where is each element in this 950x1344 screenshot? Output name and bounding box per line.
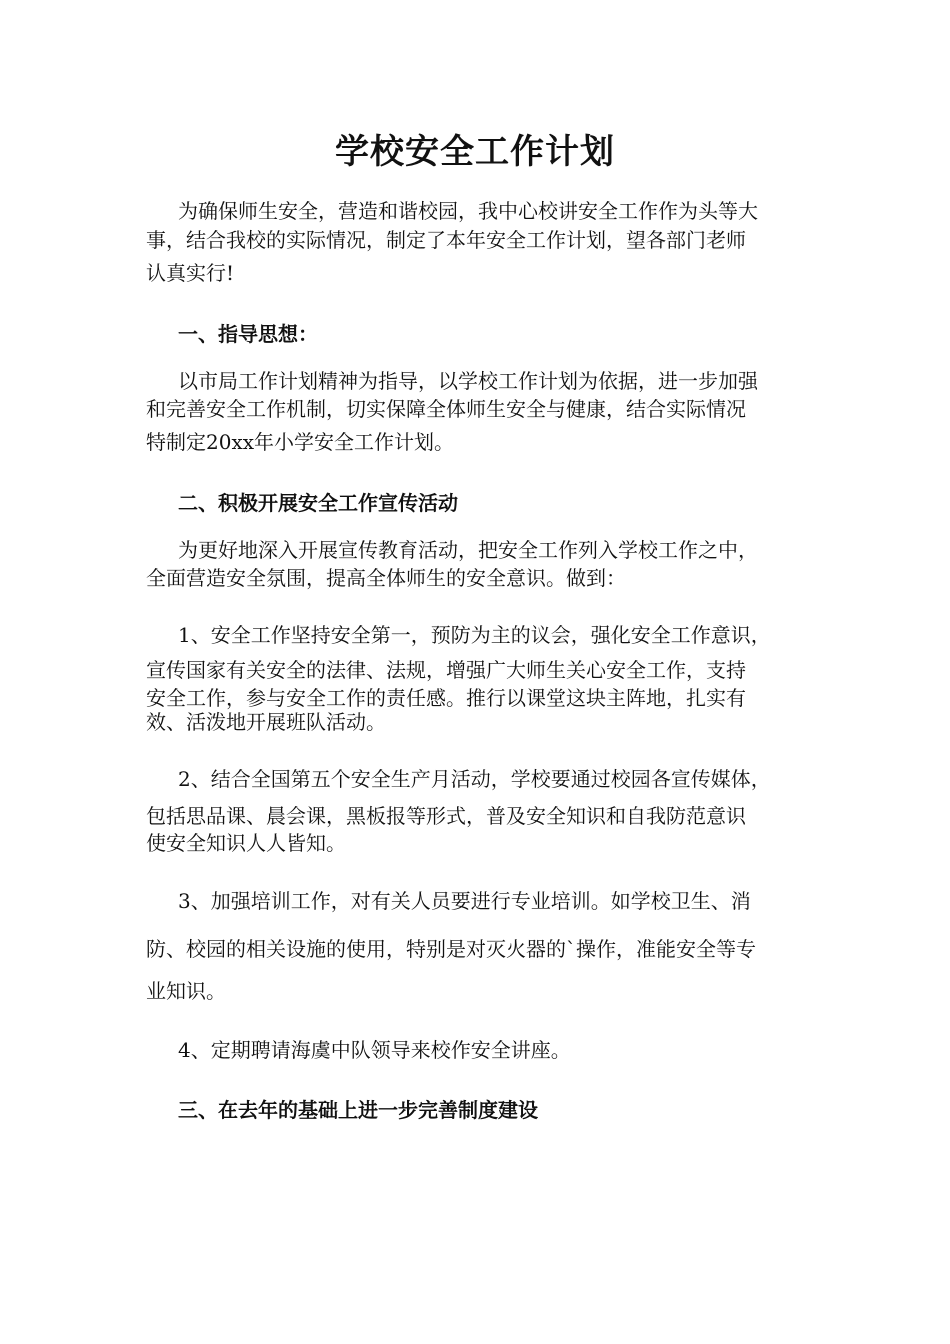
document-title: 学校安全工作计划 bbox=[335, 132, 615, 172]
text-line: 为确保师生安全，营造和谐校园，我中心校讲安全工作作为头等大 bbox=[178, 199, 758, 223]
text-line: 宣传国家有关安全的法律、法规，增强广大师生关心安全工作，支持 bbox=[146, 658, 746, 682]
text-line: 包括思品课、晨会课，黑板报等形式，普及安全知识和自我防范意识 bbox=[146, 804, 746, 828]
section-heading: 二、积极开展安全工作宣传活动 bbox=[178, 491, 458, 515]
text-line: 2、结合全国第五个安全生产月活动，学校要通过校园各宣传媒体， bbox=[178, 767, 771, 791]
text-line: 和完善安全工作机制，切实保障全体师生安全与健康，结合实际情况 bbox=[146, 397, 746, 421]
text-line: 使安全知识人人皆知。 bbox=[146, 831, 346, 855]
text-line: 特制定20xx年小学安全工作计划。 bbox=[146, 430, 455, 454]
text-line: 业知识。 bbox=[146, 979, 226, 1003]
text-line: 3、加强培训工作，对有关人员要进行专业培训。如学校卫生、消 bbox=[178, 889, 751, 913]
text-line: 为更好地深入开展宣传教育活动，把安全工作列入学校工作之中， bbox=[178, 538, 758, 562]
section-heading: 一、指导思想： bbox=[178, 322, 318, 346]
text-line: 效、活泼地开展班队活动。 bbox=[146, 710, 386, 734]
text-line: 4、定期聘请海虞中队领导来校作安全讲座。 bbox=[178, 1038, 571, 1062]
text-line: 以市局工作计划精神为指导，以学校工作计划为依据，进一步加强 bbox=[178, 369, 758, 393]
text-line: 事，结合我校的实际情况，制定了本年安全工作计划，望各部门老师 bbox=[146, 228, 746, 252]
text-line: 认真实行! bbox=[146, 261, 235, 285]
text-line: 全面营造安全氛围，提高全体师生的安全意识。做到： bbox=[146, 566, 626, 590]
section-heading: 三、在去年的基础上进一步完善制度建设 bbox=[178, 1098, 538, 1122]
text-line: 防、校园的相关设施的使用，特别是对灭火器的`操作，准能安全等专 bbox=[146, 937, 756, 961]
text-line: 安全工作，参与安全工作的责任感。推行以课堂这块主阵地，扎实有 bbox=[146, 686, 746, 710]
text-line: 1、安全工作坚持安全第一，预防为主的议会，强化安全工作意识， bbox=[178, 623, 771, 647]
